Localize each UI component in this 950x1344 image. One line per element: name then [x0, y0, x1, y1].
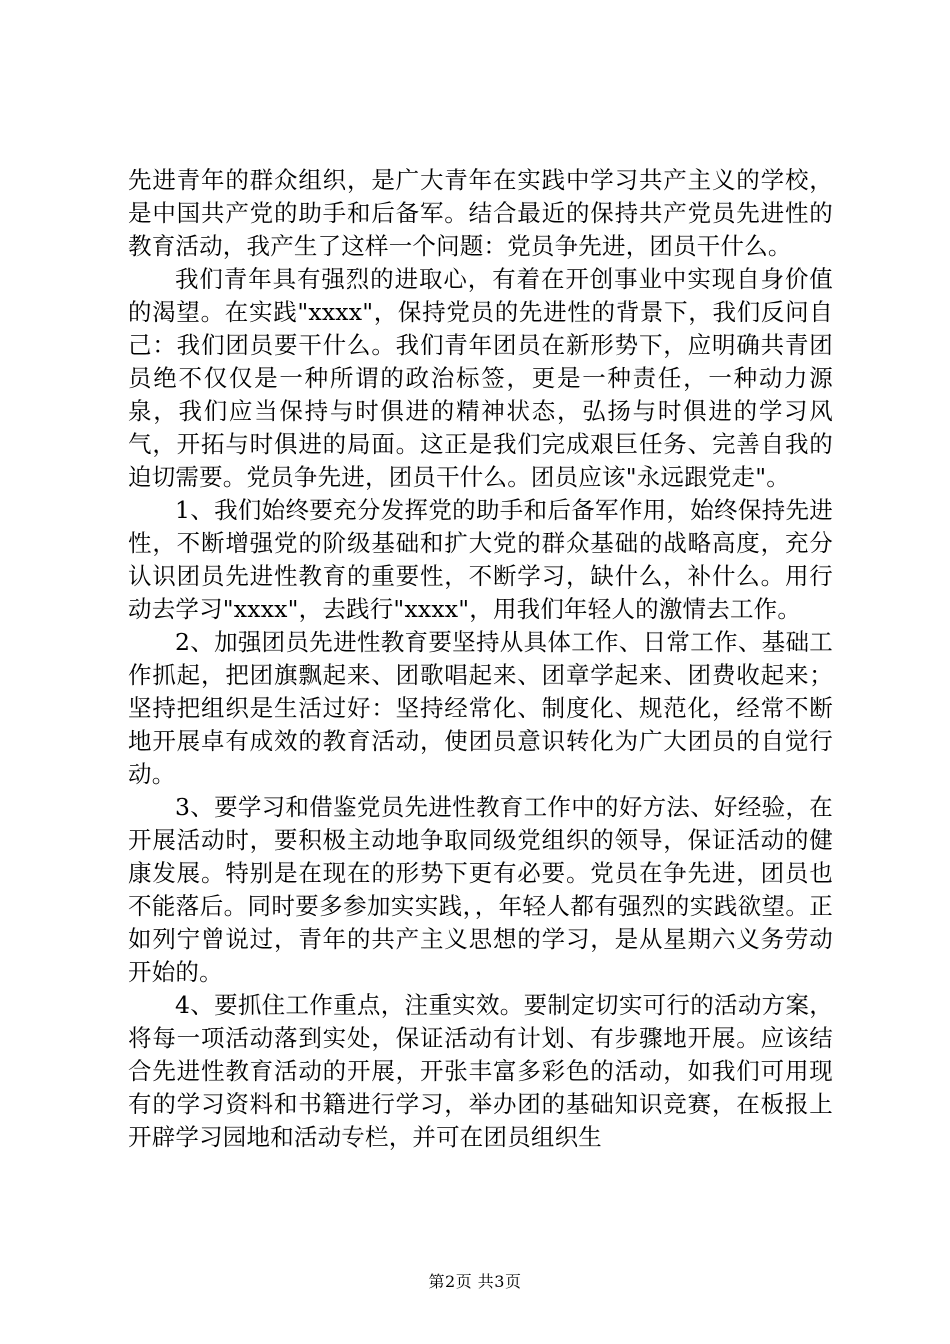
document-body: [128, 164, 833, 1154]
paragraph-2: 我们青年具有强烈的进取心，有着在开创事业中实现自身价值的渴望。在实践"xxxx"，保持党员的先进性的背景下，我们反问自己：我们团员要干什么。我们青年团员在新形势下，应明确共青团员绝不仅仅是一种所谓的政治标签，更是一种责任，一种动力源泉，我们应当保持与时俱进的精神状态，弘扬与时俱进的学习风气，开拓与时俱进的局面。这正是我们完成艰巨任务、完善自我的迫切需要。党员争先进，团员干什么。团员应该"永远跟党走"。: [128, 265, 833, 491]
paragraph-1: 先进青年的群众组织，是广大青年在实践中学习共产主义的学校，是中国共产党的助手和后备军。结合最近的保持共产党员先进性的教育活动，我产生了这样一个问题：党员争先进，团员干什么。: [128, 166, 833, 260]
paragraph-6: 4、要抓住工作重点，注重实效。要制定切实可行的活动方案，将每一项活动落到实处，保证活动有计划、有步骤地开展。应该结合先进性教育活动的开展，开张丰富多彩色的活动，如我们可用现有的学习资料和书籍进行学习，举办团的基础知识竞赛，在板报上开辟学习园地和活动专栏，并可在团员组织生: [128, 991, 833, 1151]
paragraph-4: 2、加强团员先进性教育要坚持从具体工作、日常工作、基础工作抓起，把团旗飘起来、团歌唱起来、团章学起来、团费收起来；坚持把组织是生活过好：坚持经常化、制度化、规范化，经常不断地开展卓有成效的教育活动，使团员意识转化为广大团员的自觉行动。: [128, 628, 833, 788]
paragraph-3: 1、我们始终要充分发挥党的助手和后备军作用，始终保持先进性，不断增强党的阶级基础和扩大党的群众基础的战略高度，充分认识团员先进性教育的重要性，不断学习，缺什么，补什么。用行动去学习"xxxx"，去践行"xxxx"，用我们年轻人的激情去工作。: [128, 496, 833, 623]
page-number-footer: 第2页 共3页: [428, 1272, 522, 1291]
paragraph-5: 3、要学习和借鉴党员先进性教育工作中的好方法、好经验，在开展活动时，要积极主动地争取同级党组织的领导，保证活动的健康发展。特别是在现在的形势下更有必要。党员在争先进，团员也不能落后。同时要多参加实实践，，年轻人都有强烈的实践欲望。正如列宁曾说过，青年的共产主义思想的学习，是从星期六义务劳动开始的。: [128, 793, 833, 986]
